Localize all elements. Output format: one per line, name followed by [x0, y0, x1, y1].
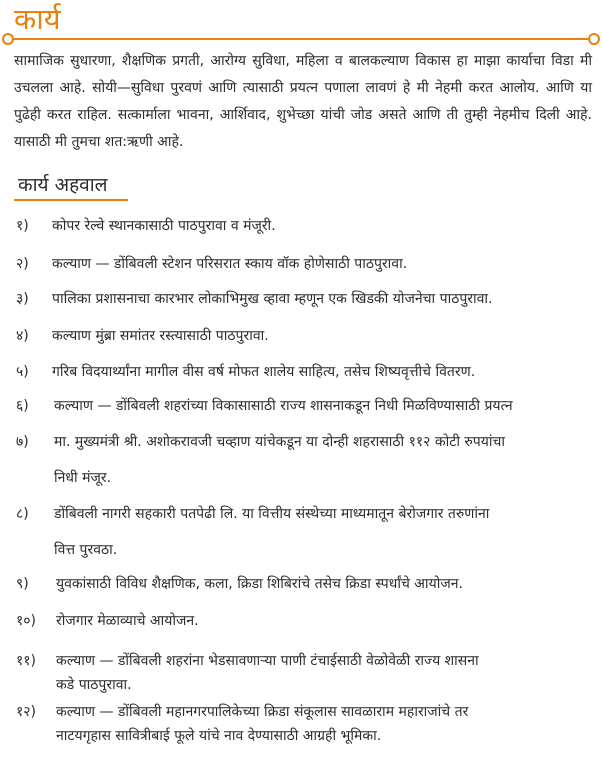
item-text: कल्याण — डोंबिवली स्टेशन परिसरात स्काय वॉक होणेसाठी पाठपुरावा.	[52, 256, 408, 272]
item-text-continued: नाटयगृहास सावित्रीबाई फूले यांचे नाव देण्यासाठी आग्रही भूमिका.	[56, 728, 382, 744]
item-text: रोजगार मेळाव्याचे आयोजन.	[56, 613, 199, 629]
item-number: ७)	[16, 434, 29, 450]
item-text: गरिब विदयार्थ्यांना मागील वीस वर्ष मोफत शालेय साहित्य, तसेच शिष्यवृत्तीचे वितरण.	[52, 364, 476, 380]
item-text: कल्याण — डोंबिवली शहरांना भेडसावणाऱ्या पाणी टंचाईसाठी वेळोवेळी राज्य शासना	[56, 653, 479, 669]
item-text-continued: निधी मंजूर.	[54, 470, 112, 486]
item-number: १०)	[16, 613, 37, 629]
item-text: युवकांसाठी विविध शैक्षणिक, कला, क्रिडा शिबिरांचे तसेच क्रिडा स्पर्धांचे आयोजन.	[56, 576, 463, 592]
item-number: ११)	[16, 653, 37, 669]
rule-end-left	[2, 33, 14, 45]
item-number: ८)	[16, 506, 29, 522]
page-title: कार्य	[14, 2, 61, 36]
item-number: २)	[16, 256, 29, 272]
section-underline	[14, 199, 128, 201]
item-number: ३)	[16, 291, 29, 307]
item-number: ६)	[16, 398, 29, 414]
item-text: कल्याण — डोंबिवली महानगरपालिकेच्या क्रिडा संकूलास सावळाराम महाराजांचे तर	[56, 704, 469, 720]
item-text: कल्याण मुंब्रा समांतर रस्त्यासाठी पाठपुरावा.	[52, 328, 269, 344]
item-number: १२)	[16, 704, 37, 720]
item-number: ४)	[16, 328, 29, 344]
item-text: मा. मुख्यमंत्री श्री. अशोकरावजी चव्हाण यांचेकडून या दोन्ही शहरासाठी ११२ कोटी रुपयांचा	[54, 434, 505, 450]
item-text: कोपर रेल्वे स्थानकासाठी पाठपुरावा व मंजूरी.	[52, 218, 276, 234]
section-title: कार्य अहवाल	[18, 174, 108, 196]
item-text: कल्याण — डोंबिवली शहरांच्या विकासासाठी राज्य शासनाकडून निधी मिळविण्यासाठी प्रयत्न	[54, 398, 513, 414]
item-number: १)	[16, 218, 29, 234]
item-number: ५)	[16, 364, 29, 380]
rule-end-right	[588, 33, 600, 45]
title-rule	[8, 38, 594, 40]
item-text: पालिका प्रशासनाचा कारभार लोकाभिमुख व्हावा म्हणून एक खिडकी योजनेचा पाठपुरावा.	[52, 291, 493, 307]
item-text-continued: कडे पाठपुरावा.	[56, 677, 132, 693]
item-text: डोंबिवली नागरी सहकारी पतपेढी लि. या वित्तीय संस्थेच्या माध्यमातून बेरोजगार तरुणांना	[54, 506, 490, 522]
intro-paragraph: सामाजिक सुधारणा, शैक्षणिक प्रगती, आरोग्य सुविधा, महिला व बालकल्याण विकास हा माझा कार्याचा विडा मी उचलला आहे. सोयी—सुविधा पुरवणं आणि त्यासाठी प्रयत्न पणाला लावणं हे मी नेहमी करत आलोय. आणि या पुढेही करत राहिल. सत्कार्माला भावना, आर्शिवाद, शुभेच्छा यांची जोड असते आणि ती तुम्ही नेहमीच दिली आहे. यासाठी मी तुमचा शत:ऋणी आहे.	[14, 53, 592, 150]
item-text-continued: वित्त पुरवठा.	[54, 542, 118, 558]
item-number: ९)	[16, 576, 29, 592]
